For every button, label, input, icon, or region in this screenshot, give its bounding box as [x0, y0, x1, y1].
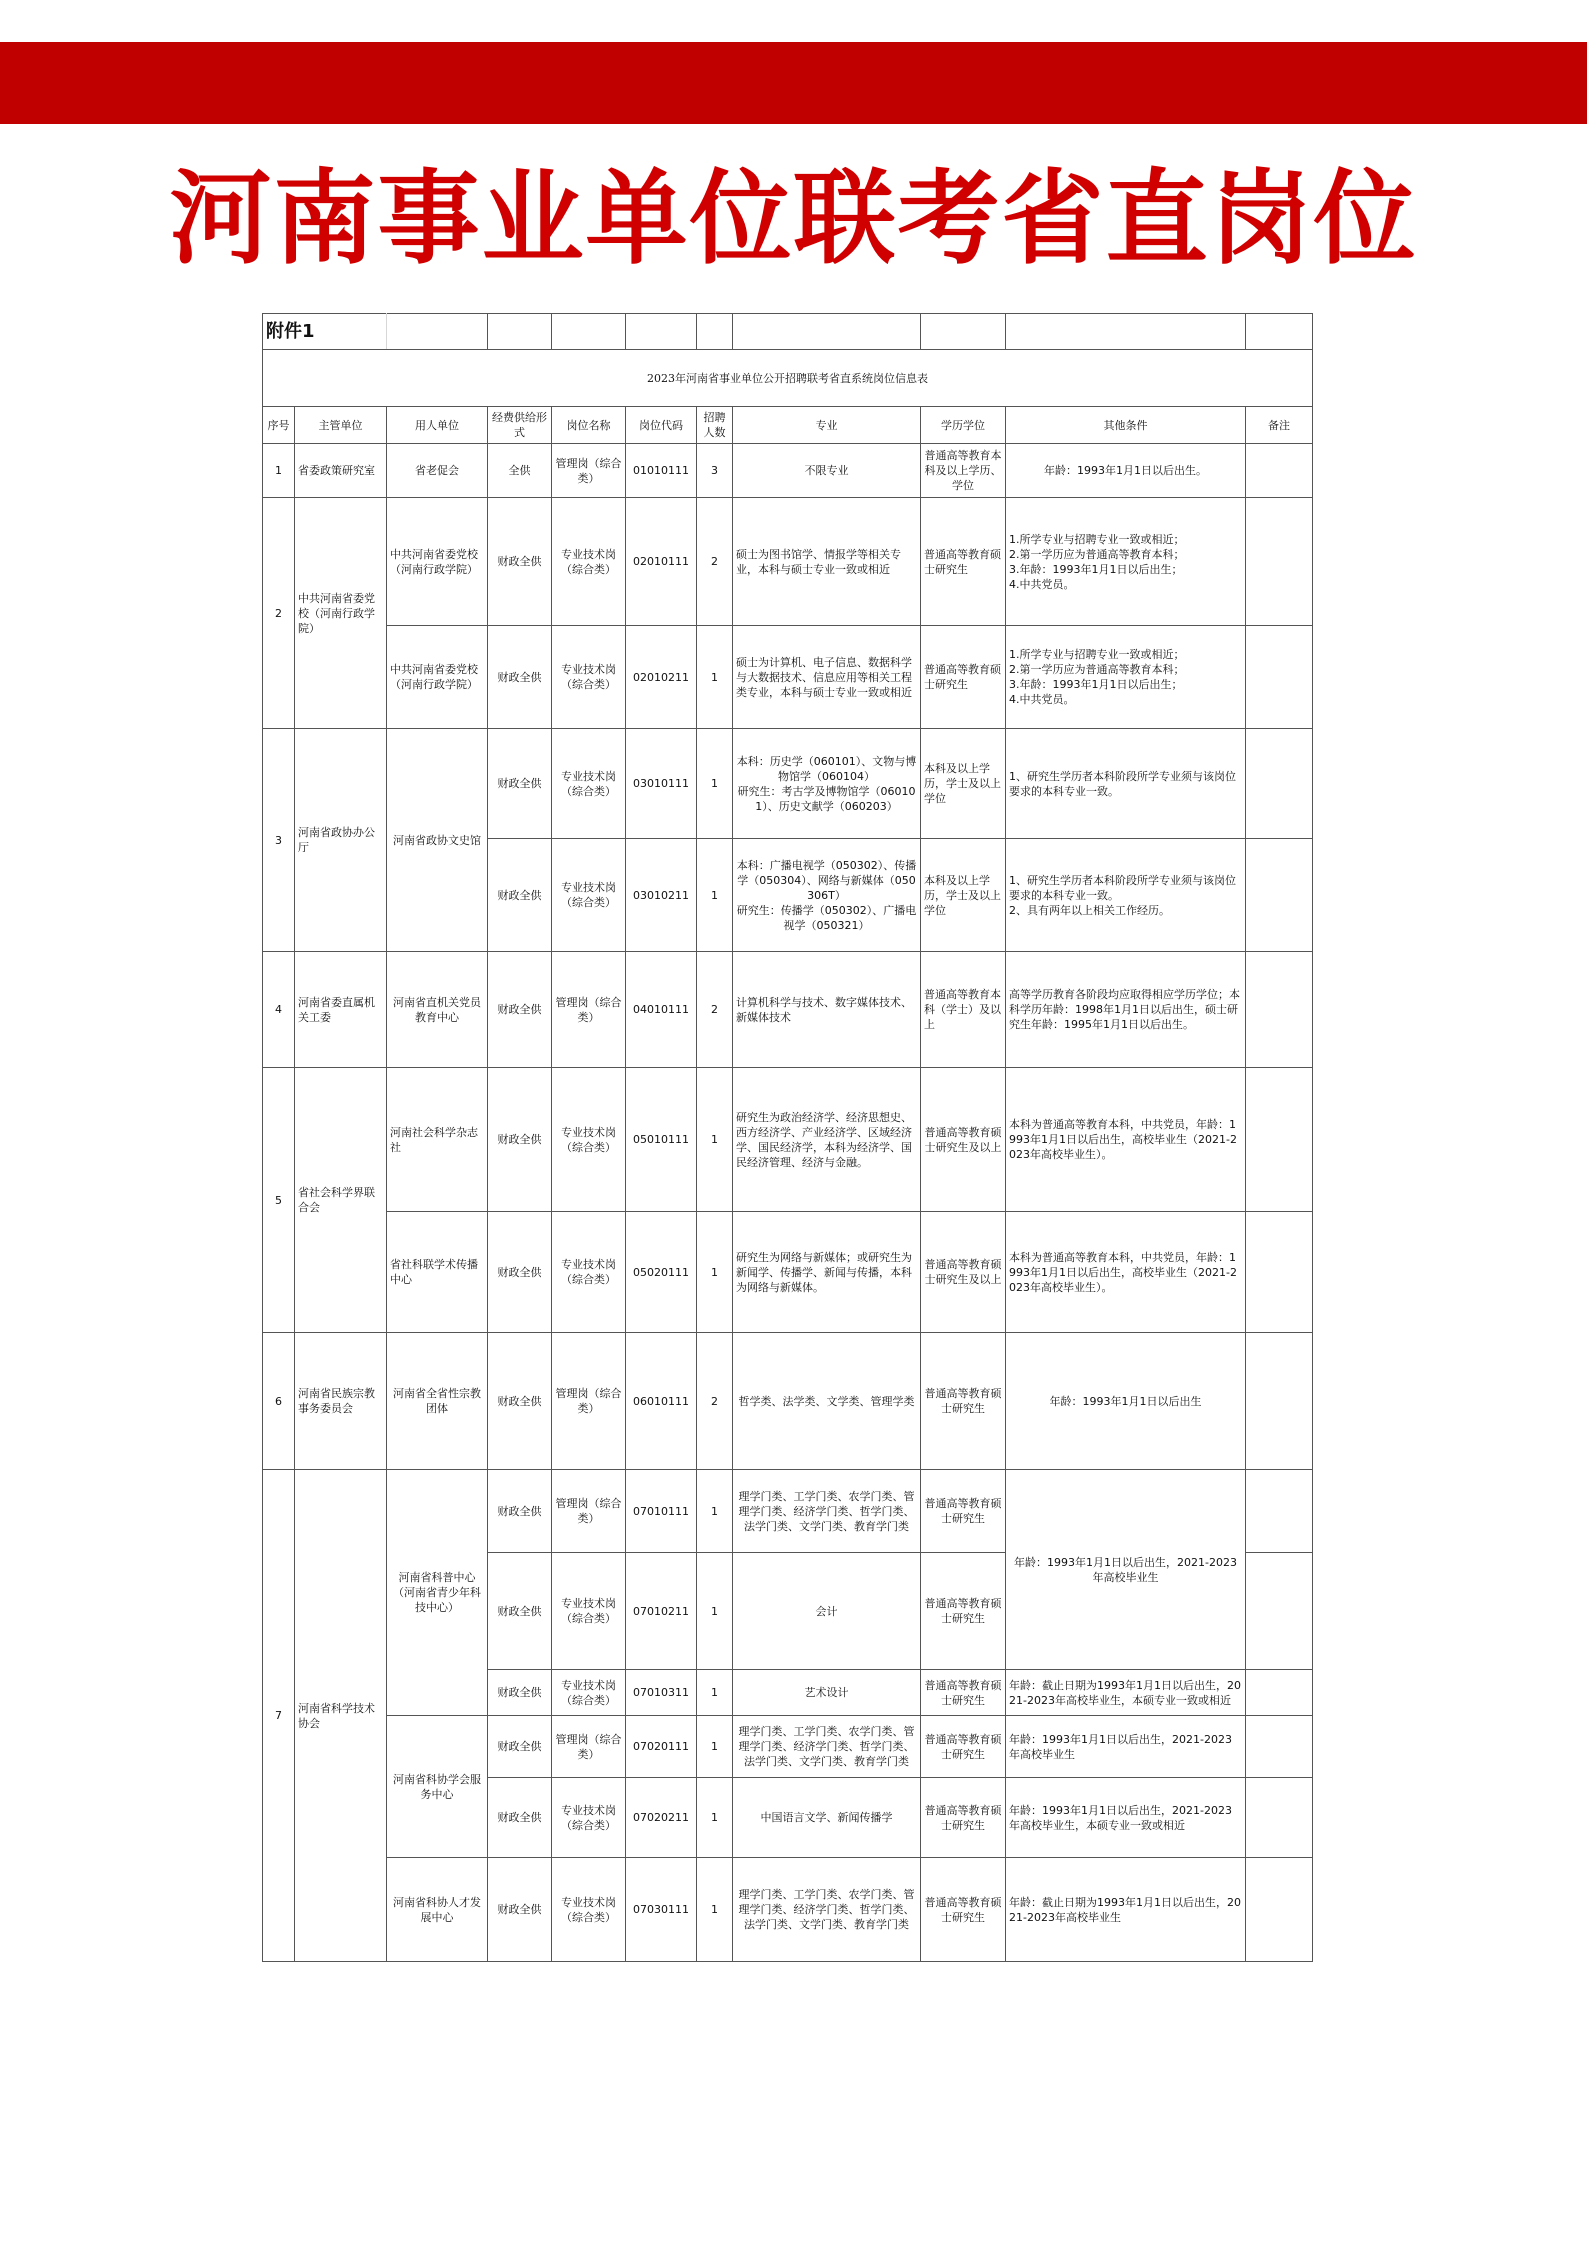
cell-no: 2 [263, 498, 295, 729]
cell-post: 专业技术岗（综合类） [552, 498, 626, 626]
cell-major: 研究生为网络与新媒体；或研究生为新闻学、传播学、新闻与传播，本科为网络与新媒体。 [733, 1212, 921, 1333]
cell-fund: 全供 [488, 444, 552, 498]
cell-employer: 河南省政协文史馆 [387, 729, 488, 952]
cell-remark [1246, 1333, 1313, 1470]
cell-dept: 中共河南省委党校（河南行政学院） [295, 498, 387, 729]
cell-num: 1 [697, 1068, 733, 1212]
cell-fund: 财政全供 [488, 498, 552, 626]
cell-code: 03010111 [626, 729, 697, 839]
cell-code: 04010111 [626, 952, 697, 1068]
cell-no: 4 [263, 952, 295, 1068]
cell-edu: 普通高等教育硕士研究生 [921, 1778, 1006, 1858]
col-header: 序号 [263, 407, 295, 444]
cell-dept: 省委政策研究室 [295, 444, 387, 498]
cell-major: 理学门类、工学门类、农学门类、管理学门类、经济学门类、哲学门类、法学门类、文学门类、教育学门类 [733, 1470, 921, 1553]
cell-major: 硕士为图书馆学、情报学等相关专业，本科与硕士专业一致或相近 [733, 498, 921, 626]
cell-edu: 普通高等教育本科及以上学历、学位 [921, 444, 1006, 498]
top-red-banner [0, 42, 1587, 124]
cell-employer: 河南省直机关党员教育中心 [387, 952, 488, 1068]
cell-remark [1246, 1858, 1313, 1962]
cell-cond: 年龄：1993年1月1日以后出生，2021-2023年高校毕业生 [1006, 1470, 1246, 1670]
table-row [263, 444, 1313, 498]
col-header: 岗位代码 [626, 407, 697, 444]
table-row [263, 1470, 1313, 1553]
cell-edu: 本科及以上学历，学士及以上学位 [921, 839, 1006, 952]
cell-employer: 中共河南省委党校（河南行政学院） [387, 498, 488, 626]
cell-post: 专业技术岗（综合类） [552, 1670, 626, 1716]
col-header: 用人单位 [387, 407, 488, 444]
cell-cond: 1.所学专业与招聘专业一致或相近； 2.第一学历应为普通高等教育本科； 3.年龄：1993年1月1日以后出生； 4.中共党员。 [1006, 498, 1246, 626]
cell-num: 3 [697, 444, 733, 498]
cell-post: 专业技术岗（综合类） [552, 839, 626, 952]
cell-code: 06010111 [626, 1333, 697, 1470]
cell-remark [1246, 1470, 1313, 1553]
cell-employer: 河南省全省性宗教团体 [387, 1333, 488, 1470]
cell-cond: 1.所学专业与招聘专业一致或相近； 2.第一学历应为普通高等教育本科； 3.年龄：1993年1月1日以后出生； 4.中共党员。 [1006, 626, 1246, 729]
cell-post: 专业技术岗（综合类） [552, 1553, 626, 1670]
cell-post: 专业技术岗（综合类） [552, 1212, 626, 1333]
cell-remark [1246, 1068, 1313, 1212]
cell-edu: 普通高等教育硕士研究生及以上 [921, 1212, 1006, 1333]
cell-post: 专业技术岗（综合类） [552, 1068, 626, 1212]
cell-fund: 财政全供 [488, 839, 552, 952]
cell-major: 会计 [733, 1553, 921, 1670]
cell-edu: 普通高等教育硕士研究生及以上 [921, 1068, 1006, 1212]
cell-post: 管理岗（综合类） [552, 1470, 626, 1553]
cell-major: 不限专业 [733, 444, 921, 498]
cell-num: 2 [697, 498, 733, 626]
cell-employer: 河南社会科学杂志社 [387, 1068, 488, 1212]
cell-edu: 普通高等教育硕士研究生 [921, 1670, 1006, 1716]
cell-employer: 河南省科协人才发展中心 [387, 1858, 488, 1962]
cell-code: 07010311 [626, 1670, 697, 1716]
table-row [263, 1858, 1313, 1962]
cell-edu: 普通高等教育硕士研究生 [921, 626, 1006, 729]
cell-dept: 省社会科学界联合会 [295, 1068, 387, 1333]
cell-major: 理学门类、工学门类、农学门类、管理学门类、经济学门类、哲学门类、法学门类、文学门类、教育学门类 [733, 1716, 921, 1778]
cell-fund: 财政全供 [488, 729, 552, 839]
cell-cond: 1、研究生学历者本科阶段所学专业须与该岗位要求的本科专业一致。 2、具有两年以上相关工作经历。 [1006, 839, 1246, 952]
annex-label: 附件1 [263, 314, 387, 350]
cell-edu: 普通高等教育硕士研究生 [921, 1333, 1006, 1470]
cell-major: 本科：历史学（060101）、文物与博物馆学（060104） 研究生：考古学及博物馆学（060101）、历史文献学（060203） [733, 729, 921, 839]
cell-code: 05020111 [626, 1212, 697, 1333]
cell-code: 07010111 [626, 1470, 697, 1553]
cell-cond: 年龄：截止日期为1993年1月1日以后出生，2021-2023年高校毕业生 [1006, 1858, 1246, 1962]
cell-cond: 年龄：1993年1月1日以后出生。 [1006, 444, 1246, 498]
cell-code: 07030111 [626, 1858, 697, 1962]
cell-fund: 财政全供 [488, 1333, 552, 1470]
cell-code: 02010111 [626, 498, 697, 626]
cell-post: 专业技术岗（综合类） [552, 1858, 626, 1962]
cell-num: 2 [697, 952, 733, 1068]
cell-code: 02010211 [626, 626, 697, 729]
cell-dept: 河南省委直属机关工委 [295, 952, 387, 1068]
table-row [263, 1212, 1313, 1333]
col-header: 岗位名称 [552, 407, 626, 444]
cell-fund: 财政全供 [488, 1670, 552, 1716]
table-title: 2023年河南省事业单位公开招聘联考省直系统岗位信息表 [263, 350, 1313, 407]
cell-num: 1 [697, 1212, 733, 1333]
cell-code: 03010211 [626, 839, 697, 952]
cell-cond: 年龄：截止日期为1993年1月1日以后出生，2021-2023年高校毕业生，本硕专业一致或相近 [1006, 1670, 1246, 1716]
cell-num: 1 [697, 626, 733, 729]
cell-remark [1246, 839, 1313, 952]
cell-edu: 本科及以上学历，学士及以上学位 [921, 729, 1006, 839]
cell-code: 07020211 [626, 1778, 697, 1858]
cell-remark [1246, 952, 1313, 1068]
cell-post: 管理岗（综合类） [552, 1716, 626, 1778]
cell-cond: 年龄：1993年1月1日以后出生，2021-2023年高校毕业生，本硕专业一致或相近 [1006, 1778, 1246, 1858]
cell-num: 1 [697, 1670, 733, 1716]
cell-dept: 河南省科学技术协会 [295, 1470, 387, 1962]
cell-cond: 高等学历教育各阶段均应取得相应学历学位；本科学历年龄：1998年1月1日以后出生，硕士研究生年龄：1995年1月1日以后出生。 [1006, 952, 1246, 1068]
cell-employer: 河南省科协学会服务中心 [387, 1716, 488, 1858]
cell-edu: 普通高等教育硕士研究生 [921, 1716, 1006, 1778]
cell-major: 理学门类、工学门类、农学门类、管理学门类、经济学门类、哲学门类、法学门类、文学门类、教育学门类 [733, 1858, 921, 1962]
col-header: 主管单位 [295, 407, 387, 444]
cell-edu: 普通高等教育硕士研究生 [921, 1470, 1006, 1553]
cell-dept: 河南省民族宗教事务委员会 [295, 1333, 387, 1470]
col-header: 学历学位 [921, 407, 1006, 444]
cell-code: 05010111 [626, 1068, 697, 1212]
cell-major: 中国语言文学、新闻传播学 [733, 1778, 921, 1858]
cell-fund: 财政全供 [488, 626, 552, 729]
col-header: 备注 [1246, 407, 1313, 444]
cell-num: 1 [697, 1716, 733, 1778]
cell-fund: 财政全供 [488, 1778, 552, 1858]
cell-fund: 财政全供 [488, 952, 552, 1068]
cell-num: 1 [697, 1778, 733, 1858]
cell-major: 本科：广播电视学（050302）、传播学（050304）、网络与新媒体（050306T） 研究生：传播学（050302）、广播电视学（050321） [733, 839, 921, 952]
table-row [263, 626, 1313, 729]
cell-post: 专业技术岗（综合类） [552, 626, 626, 729]
cell-num: 1 [697, 839, 733, 952]
table-row [263, 1333, 1313, 1470]
cell-no: 7 [263, 1470, 295, 1962]
cell-cond: 年龄：1993年1月1日以后出生 [1006, 1333, 1246, 1470]
cell-code: 07020111 [626, 1716, 697, 1778]
cell-fund: 财政全供 [488, 1553, 552, 1670]
job-info-table [262, 313, 1313, 1962]
cell-remark [1246, 444, 1313, 498]
cell-dept: 河南省政协办公厅 [295, 729, 387, 952]
cell-cond: 本科为普通高等教育本科，中共党员，年龄：1993年1月1日以后出生，高校毕业生（2021-2023年高校毕业生）。 [1006, 1068, 1246, 1212]
cell-edu: 普通高等教育本科（学士）及以上 [921, 952, 1006, 1068]
cell-fund: 财政全供 [488, 1858, 552, 1962]
cell-num: 1 [697, 1470, 733, 1553]
cell-post: 管理岗（综合类） [552, 1333, 626, 1470]
cell-employer: 省社科联学术传播中心 [387, 1212, 488, 1333]
table-header-row [263, 407, 1313, 444]
col-header: 招聘人数 [697, 407, 733, 444]
cell-remark [1246, 1212, 1313, 1333]
cell-cond: 本科为普通高等教育本科，中共党员，年龄：1993年1月1日以后出生，高校毕业生（2021-2023年高校毕业生）。 [1006, 1212, 1246, 1333]
table-row [263, 1068, 1313, 1212]
cell-cond: 年龄：1993年1月1日以后出生，2021-2023年高校毕业生 [1006, 1716, 1246, 1778]
cell-edu: 普通高等教育硕士研究生 [921, 498, 1006, 626]
cell-num: 1 [697, 1858, 733, 1962]
cell-post: 专业技术岗（综合类） [552, 1778, 626, 1858]
cell-edu: 普通高等教育硕士研究生 [921, 1858, 1006, 1962]
cell-cond: 1、研究生学历者本科阶段所学专业须与该岗位要求的本科专业一致。 [1006, 729, 1246, 839]
cell-edu: 普通高等教育硕士研究生 [921, 1553, 1006, 1670]
col-header: 专业 [733, 407, 921, 444]
cell-num: 2 [697, 1333, 733, 1470]
cell-remark [1246, 1553, 1313, 1670]
cell-fund: 财政全供 [488, 1212, 552, 1333]
table-row [263, 729, 1313, 839]
cell-post: 管理岗（综合类） [552, 952, 626, 1068]
cell-no: 1 [263, 444, 295, 498]
cell-employer: 省老促会 [387, 444, 488, 498]
cell-remark [1246, 729, 1313, 839]
cell-employer: 中共河南省委党校（河南行政学院） [387, 626, 488, 729]
col-header: 经费供给形式 [488, 407, 552, 444]
cell-post: 管理岗（综合类） [552, 444, 626, 498]
cell-num: 1 [697, 1553, 733, 1670]
cell-remark [1246, 1778, 1313, 1858]
cell-fund: 财政全供 [488, 1470, 552, 1553]
cell-major: 艺术设计 [733, 1670, 921, 1716]
page-headline: 河南事业单位联考省直岗位 [169, 160, 1418, 279]
cell-post: 专业技术岗（综合类） [552, 729, 626, 839]
cell-num: 1 [697, 729, 733, 839]
cell-no: 5 [263, 1068, 295, 1333]
table-row [263, 1716, 1313, 1778]
cell-remark [1246, 498, 1313, 626]
col-header: 其他条件 [1006, 407, 1246, 444]
cell-major: 硕士为计算机、电子信息、数据科学与大数据技术、信息应用等相关工程类专业，本科与硕士专业一致或相近 [733, 626, 921, 729]
cell-no: 3 [263, 729, 295, 952]
cell-no: 6 [263, 1333, 295, 1470]
cell-employer: 河南省科普中心（河南省青少年科技中心） [387, 1470, 488, 1716]
cell-major: 计算机科学与技术、数字媒体技术、新媒体技术 [733, 952, 921, 1068]
cell-major: 哲学类、法学类、文学类、管理学类 [733, 1333, 921, 1470]
cell-code: 07010211 [626, 1553, 697, 1670]
cell-fund: 财政全供 [488, 1716, 552, 1778]
table-row [263, 952, 1313, 1068]
cell-fund: 财政全供 [488, 1068, 552, 1212]
table-row [263, 498, 1313, 626]
cell-remark [1246, 626, 1313, 729]
cell-code: 01010111 [626, 444, 697, 498]
cell-remark [1246, 1716, 1313, 1778]
cell-major: 研究生为政治经济学、经济思想史、西方经济学、产业经济学、区域经济学、国民经济学，本科为经济学、国民经济管理、经济与金融。 [733, 1068, 921, 1212]
cell-remark [1246, 1670, 1313, 1716]
